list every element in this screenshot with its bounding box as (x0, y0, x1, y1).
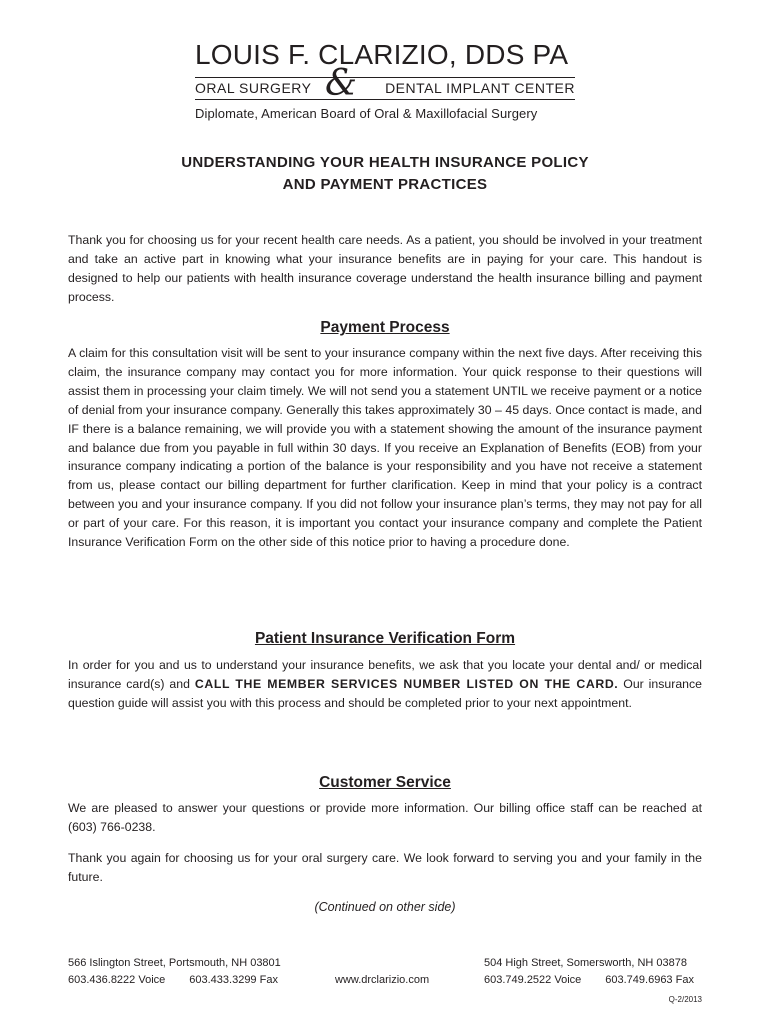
verification-form-heading: Patient Insurance Verification Form (254, 630, 516, 647)
portsmouth-voice: 603.436.8222 Voice (68, 974, 166, 986)
closing-paragraph: Thank you again for choosing us for your oral surgery care. We look forward to serving you and your family in the future. (68, 851, 702, 884)
verification-text-end: Our insurance question guide will assist you with this process and should be completed prior to your next appointment. (68, 676, 702, 710)
title-line-1: UNDERSTANDING YOUR HEALTH INSURANCE POLICY (181, 154, 589, 171)
tagline-top-rule (195, 77, 575, 78)
customer-service-paragraph: We are pleased to answer your questions or provide more information. Our billing office staff can be reached at (603) 766-0238. (68, 801, 702, 834)
somersworth-phones (484, 972, 694, 989)
payment-process-paragraph: A claim for this consultation visit will be sent to your insurance company within the next five days. After receiving this claim, the insurance company may contact you for more information. Your quick response to their questions will assist them in processing your claim timely. We will not send you a statement UNTIL we receive payment or a notice of denial from your insurance company. Generally this takes approximately 30 – 45 days. Once contact is made, and IF there is a balance remaining, we will provide you with a statement showing the amount of the insurance payment and balance due from you payable in full within 30 days. If you receive an Explanation of Benefits (EOB) from your insurance company indicating a portion of the balance is your responsibility and you have not receive a statement from us, please contact our billing department for further clarification. Keep in mind that your policy is a contract between you and your insurance company. If you did not follow your insurance plan’s terms, they may not pay for all or part of your care. For this reason, it is important you contact your insurance company and complete the Patient Insurance Verification Form on the other side of this notice prior to having a procedure done. (68, 346, 702, 550)
tagline-implant-center: DENTAL IMPLANT CENTER (381, 80, 575, 96)
portsmouth-address: 566 Islington Street, Portsmouth, NH 03801 (68, 957, 281, 969)
practice-name: LOUIS F. CLARIZIO, DDS PA (195, 39, 569, 70)
form-code: Q-2/2013 (668, 995, 702, 1004)
payment-process-heading: Payment Process (320, 319, 450, 336)
intro-paragraph: Thank you for choosing us for your recent health care needs. As a patient, you should be involved in your treatment and take an active part in knowing what your insurance benefits are in paying for your care. This handout is designed to help our patients with health insurance coverage understand the health insurance billing and payment process. (68, 233, 702, 304)
tagline-ampersand: & (325, 63, 358, 104)
verification-paragraph (68, 656, 702, 713)
somersworth-office (484, 955, 694, 989)
document-title (0, 152, 770, 196)
continued-note: (Continued on other side) (314, 900, 456, 914)
title-line-2: AND PAYMENT PRACTICES (282, 176, 488, 193)
somersworth-voice: 603.749.2522 Voice (484, 974, 582, 986)
somersworth-fax: 603.749.6963 Fax (605, 974, 694, 986)
practice-tagline (195, 63, 575, 104)
verification-text-start: In order for you and us to understand your insurance benefits, we ask that you locate your dental and/ or medical insurance card(s) and (68, 658, 702, 691)
website-link: www.drclarizio.com (335, 974, 430, 986)
letterhead (195, 40, 575, 121)
somersworth-address: 504 High Street, Somersworth, NH 03878 (484, 957, 687, 969)
portsmouth-phones (68, 972, 281, 989)
portsmouth-office (68, 955, 281, 989)
portsmouth-fax: 603.433.3299 Fax (189, 974, 278, 986)
tagline-oral-surgery: ORAL SURGERY (195, 80, 315, 96)
board-certification: Diplomate, American Board of Oral & Maxillofacial Surgery (195, 106, 538, 121)
customer-service-heading: Customer Service (319, 774, 451, 791)
tagline-bottom-rule (195, 99, 575, 100)
verification-call-instruction: CALL THE MEMBER SERVICES NUMBER LISTED ON THE CARD. (194, 676, 619, 691)
